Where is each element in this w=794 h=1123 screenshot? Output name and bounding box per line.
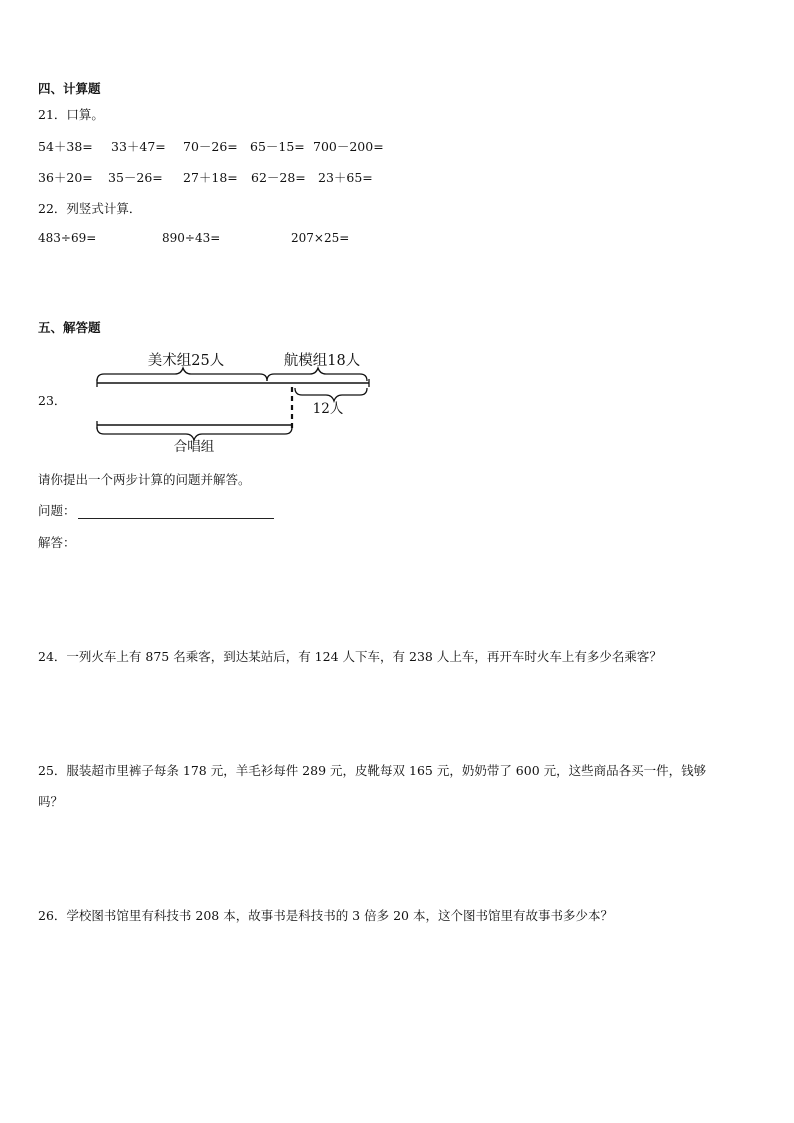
question-25-line-1: 25．服装超市里裤子每条 178 元，羊毛衫每件 289 元，皮靴每双 165 元，奶奶带了 600 元，这些商品各买一件，钱够 (38, 763, 707, 778)
question-25-line-2: 吗？ (38, 794, 64, 809)
question-23-number: 23． (38, 393, 67, 408)
oral-calc-item: 35－26= (108, 170, 163, 185)
difference-label: 12人 (312, 401, 344, 417)
vertical-calc-item: 207×25= (291, 231, 350, 245)
section-4-title: 四、计算题 (38, 81, 101, 96)
art-group-brace (97, 368, 267, 381)
question-label: 问题： (38, 503, 76, 518)
question-21-label: 21．口算。 (38, 107, 104, 122)
oral-calc-item: 70－26= (183, 139, 238, 154)
oral-calc-item: 23＋65= (318, 170, 373, 185)
question-answer-blank[interactable] (78, 506, 274, 519)
art-group-label: 美术组25人 (147, 353, 225, 369)
question-23-prompt: 请你提出一个两步计算的问题并解答。 (38, 472, 251, 487)
choir-group-label: 合唱组 (173, 439, 215, 455)
model-group-label: 航模组18人 (283, 353, 361, 369)
oral-calc-item: 62－28= (251, 170, 306, 185)
segment-diagram (90, 343, 380, 459)
oral-calc-item: 700－200= (313, 139, 384, 154)
oral-calc-item: 54＋38= (38, 139, 93, 154)
oral-calc-item: 33＋47= (111, 139, 166, 154)
question-26: 26．学校图书馆里有科技书 208 本，故事书是科技书的 3 倍多 20 本，这个图书馆里有故事书多少本？ (38, 908, 613, 923)
question-22-label: 22．列竖式计算． (38, 201, 142, 216)
section-5-title: 五、解答题 (38, 320, 101, 335)
vertical-calc-item: 890÷43= (162, 231, 221, 245)
question-24: 24．一列火车上有 875 名乘客，到达某站后，有 124 人下车，有 238 人上车，再开车时火车上有多少名乘客？ (38, 649, 662, 664)
model-group-brace (267, 368, 367, 381)
oral-calc-item: 65－15= (250, 139, 305, 154)
vertical-calc-item: 483÷69= (38, 231, 97, 245)
difference-brace (295, 388, 367, 401)
oral-calc-item: 27＋18= (183, 170, 238, 185)
oral-calc-item: 36＋20= (38, 170, 93, 185)
question-23-question-line (38, 501, 274, 519)
question-23-answer-label: 解答： (38, 535, 76, 550)
